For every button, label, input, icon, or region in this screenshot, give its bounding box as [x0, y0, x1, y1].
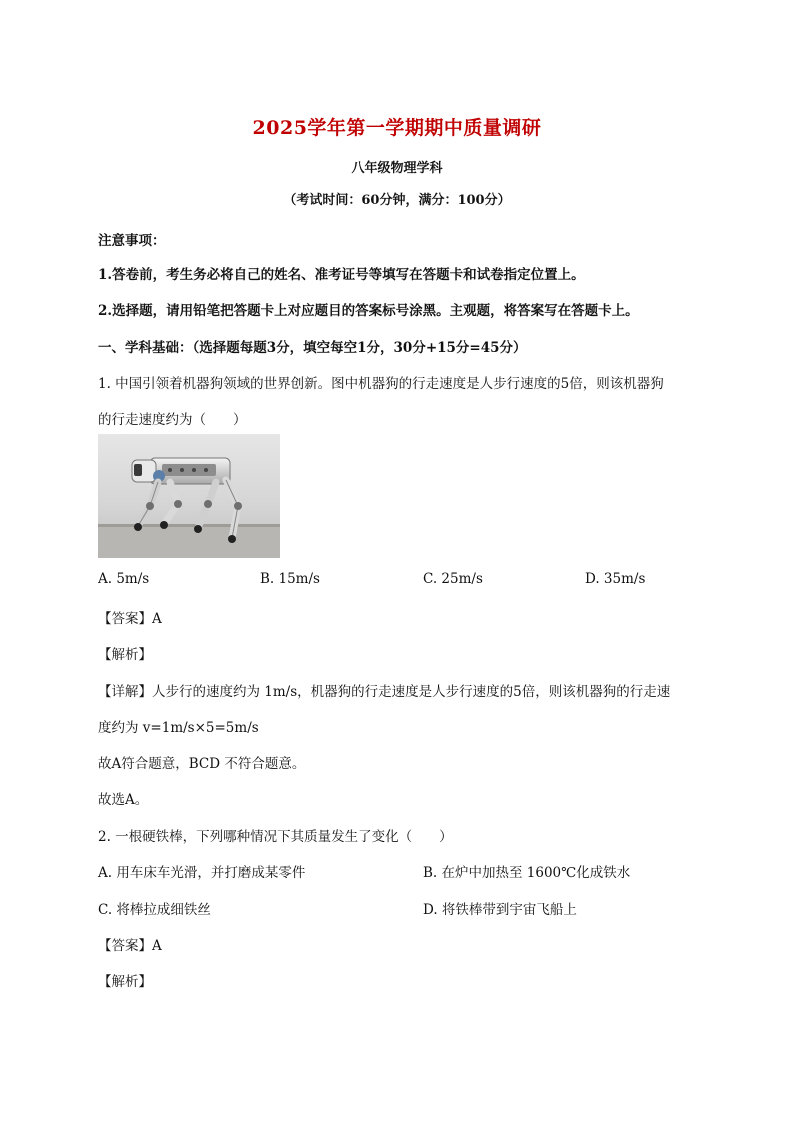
q2-option-c: C. 将棒拉成细铁丝 — [98, 902, 211, 918]
notes-heading: 注意事项： — [98, 233, 166, 249]
q1-option-d: D. 35m/s — [585, 571, 646, 587]
q2-option-d: D. 将铁棒带到宇宙飞船上 — [423, 902, 577, 918]
q2-answer: 【答案】A — [98, 938, 162, 954]
exam-title: 2025学年第一学期期中质量调研 — [252, 117, 542, 139]
q1-answer: 【答案】A — [98, 611, 162, 627]
notes-item-2: 2.选择题，请用铅笔把答题卡上对应题目的答案标号涂黑。主观题，将答案写在答题卡上。 — [98, 303, 639, 319]
q1-detail-line-1: 【详解】人步行的速度约为 1m/s，机器狗的行走速度是人步行速度的5倍，则该机器狗的行走速 — [98, 684, 671, 700]
q1-option-b: B. 15m/s — [260, 571, 320, 587]
exam-subject: 八年级物理学科 — [351, 161, 443, 176]
notes-item-1: 1.答卷前，考生务必将自己的姓名、准考证号等填写在答题卡和试卷指定位置上。 — [98, 267, 585, 283]
q1-stem-line-2: 的行走速度约为（ ） — [98, 412, 247, 428]
q2-option-a: A. 用车床车光滑，并打磨成某零件 — [98, 865, 306, 881]
q2-stem: 2. 一根硬铁棒，下列哪种情况下其质量发生了变化（ ） — [98, 829, 453, 845]
q1-option-c: C. 25m/s — [423, 571, 483, 587]
q1-detail-line-2: 度约为 v=1m/s×5=5m/s — [98, 720, 259, 736]
section-1-heading: 一、学科基础：（选择题每题3分，填空每空1分，30分+15分=45分） — [98, 340, 527, 356]
q1-final-choice: 故选A。 — [98, 792, 149, 808]
q1-option-a: A. 5m/s — [98, 571, 150, 587]
q1-stem-line-1: 1. 中国引领着机器狗领域的世界创新。图中机器狗的行走速度是人步行速度的5倍，则该机器狗 — [98, 376, 664, 392]
robot-dog-photo — [98, 434, 280, 558]
q1-conclusion: 故A符合题意，BCD 不符合题意。 — [98, 756, 306, 772]
q2-option-b: B. 在炉中加热至 1600℃化成铁水 — [423, 865, 631, 881]
exam-duration-info: （考试时间：60分钟，满分：100分） — [283, 193, 511, 208]
q2-analysis-label: 【解析】 — [98, 974, 152, 990]
q1-analysis-label: 【解析】 — [98, 647, 152, 663]
